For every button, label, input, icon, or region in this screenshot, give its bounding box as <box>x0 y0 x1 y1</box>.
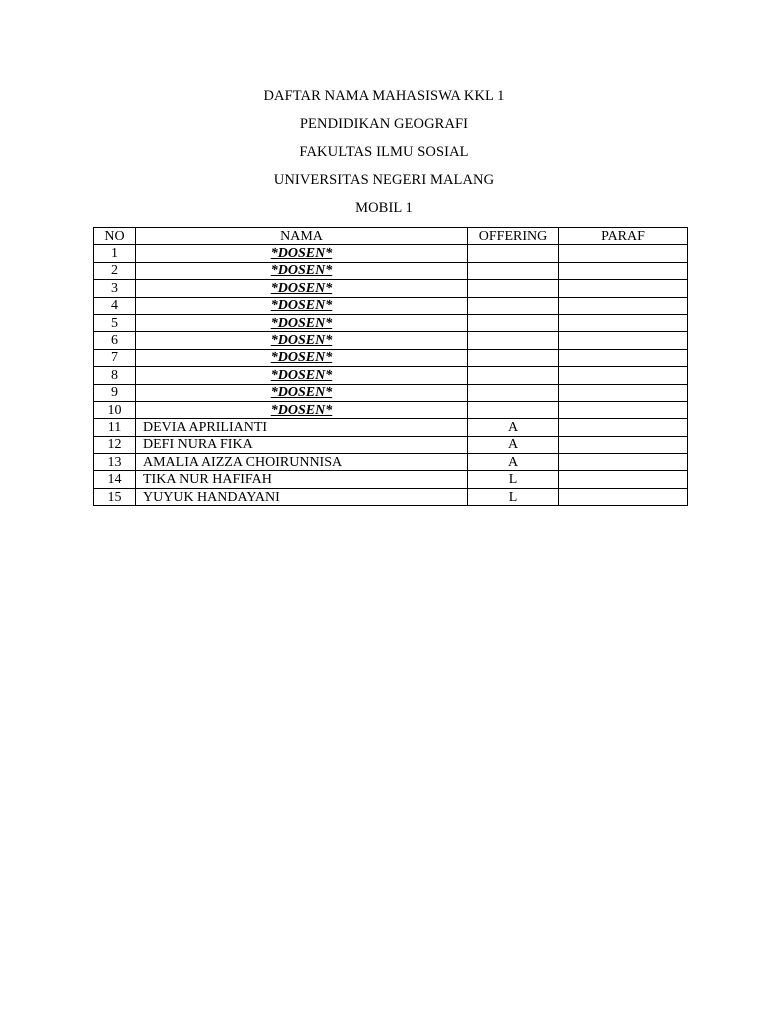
row-paraf <box>559 314 688 331</box>
dosen-placeholder: *DOSEN* <box>270 246 333 262</box>
table-row <box>94 297 688 314</box>
table-row <box>94 332 688 349</box>
row-paraf <box>559 384 688 401</box>
table-row <box>94 384 688 401</box>
faculty-line: FAKULTAS ILMU SOSIAL <box>299 144 469 160</box>
table-row <box>94 314 688 331</box>
row-name-dosen <box>136 401 468 418</box>
document-title: DAFTAR NAMA MAHASISWA KKL 1 <box>263 88 505 104</box>
row-offering <box>468 349 559 366</box>
table-row <box>94 436 688 453</box>
row-offering <box>468 367 559 384</box>
row-name-dosen <box>136 314 468 331</box>
table-row <box>94 280 688 297</box>
row-paraf <box>559 471 688 488</box>
row-number: 8 <box>94 367 136 384</box>
row-number: 4 <box>94 297 136 314</box>
table-row <box>94 245 688 262</box>
dosen-placeholder: *DOSEN* <box>270 315 333 331</box>
row-name-dosen <box>136 384 468 401</box>
row-offering: A <box>468 436 559 453</box>
row-name: YUYUK HANDAYANI <box>136 488 468 505</box>
row-offering: L <box>468 471 559 488</box>
row-paraf <box>559 367 688 384</box>
row-number: 10 <box>94 401 136 418</box>
row-paraf <box>559 245 688 262</box>
row-number: 11 <box>94 419 136 436</box>
table-row <box>94 367 688 384</box>
dosen-placeholder: *DOSEN* <box>270 298 333 314</box>
row-paraf <box>559 262 688 279</box>
table-body <box>94 245 688 506</box>
table-row <box>94 471 688 488</box>
row-number: 7 <box>94 349 136 366</box>
row-offering <box>468 314 559 331</box>
table-row <box>94 419 688 436</box>
header-paraf: PARAF <box>559 228 688 245</box>
row-number: 12 <box>94 436 136 453</box>
table-row <box>94 401 688 418</box>
row-number: 15 <box>94 488 136 505</box>
row-name-dosen <box>136 332 468 349</box>
row-offering: L <box>468 488 559 505</box>
dosen-placeholder: *DOSEN* <box>270 333 333 349</box>
row-paraf <box>559 401 688 418</box>
row-number: 6 <box>94 332 136 349</box>
row-name: DEVIA APRILIANTI <box>136 419 468 436</box>
row-paraf <box>559 297 688 314</box>
header-nama: NAMA <box>136 228 468 245</box>
row-number: 9 <box>94 384 136 401</box>
dosen-placeholder: *DOSEN* <box>270 367 333 383</box>
row-number: 2 <box>94 262 136 279</box>
row-name-dosen <box>136 262 468 279</box>
row-paraf <box>559 488 688 505</box>
row-paraf <box>559 280 688 297</box>
vehicle-line: MOBIL 1 <box>355 200 413 216</box>
dosen-placeholder: *DOSEN* <box>270 280 333 296</box>
row-offering: A <box>468 419 559 436</box>
table-row <box>94 488 688 505</box>
row-offering <box>468 262 559 279</box>
row-number: 3 <box>94 280 136 297</box>
row-offering: A <box>468 454 559 471</box>
row-number: 13 <box>94 454 136 471</box>
header-offering: OFFERING <box>468 228 559 245</box>
header-no: NO <box>94 228 136 245</box>
table-header-row <box>94 228 688 245</box>
row-paraf <box>559 436 688 453</box>
row-paraf <box>559 419 688 436</box>
row-name-dosen <box>136 245 468 262</box>
table-row <box>94 454 688 471</box>
table-row <box>94 262 688 279</box>
row-offering <box>468 280 559 297</box>
row-number: 1 <box>94 245 136 262</box>
dosen-placeholder: *DOSEN* <box>270 263 333 279</box>
row-name-dosen <box>136 367 468 384</box>
university-line: UNIVERSITAS NEGERI MALANG <box>273 172 495 188</box>
table-row <box>94 349 688 366</box>
row-name-dosen <box>136 297 468 314</box>
row-offering <box>468 297 559 314</box>
row-offering <box>468 332 559 349</box>
row-name: DEFI NURA FIKA <box>136 436 468 453</box>
row-number: 14 <box>94 471 136 488</box>
row-paraf <box>559 454 688 471</box>
row-name-dosen <box>136 349 468 366</box>
dosen-placeholder: *DOSEN* <box>270 402 333 418</box>
dosen-placeholder: *DOSEN* <box>270 385 333 401</box>
row-offering <box>468 401 559 418</box>
row-offering <box>468 384 559 401</box>
dosen-placeholder: *DOSEN* <box>270 350 333 366</box>
row-paraf <box>559 332 688 349</box>
student-roster-table <box>93 227 688 506</box>
row-offering <box>468 245 559 262</box>
row-name: TIKA NUR HAFIFAH <box>136 471 468 488</box>
row-name: AMALIA AIZZA CHOIRUNNISA <box>136 454 468 471</box>
row-name-dosen <box>136 280 468 297</box>
row-number: 5 <box>94 314 136 331</box>
department-line: PENDIDIKAN GEOGRAFI <box>299 116 469 132</box>
row-paraf <box>559 349 688 366</box>
